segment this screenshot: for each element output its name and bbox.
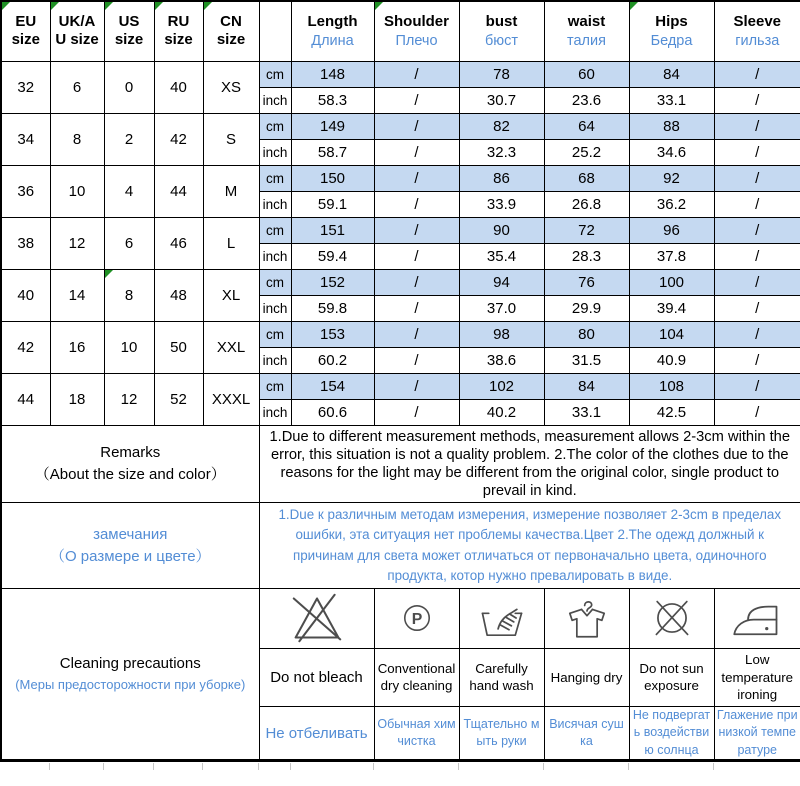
eu-size-cell: 36: [1, 165, 50, 217]
eu-size-cell: 42: [1, 321, 50, 373]
header-label: Hips: [655, 12, 688, 30]
cleaning-en-label: Do not bleach: [259, 648, 374, 706]
table-row-xl-cm: [1, 269, 800, 295]
sleeve-cm-cell: /: [714, 61, 800, 87]
hand-wash-cell: [459, 588, 544, 648]
hanging-dry-cell: [544, 588, 629, 648]
header-label: waist: [567, 12, 606, 30]
unit-label-inch: inch: [259, 191, 291, 217]
remarks-text-ru: 1.Due к различным методам измерения, измерение позволяет 2-3cm в пределах ошибки, эта ситуация нет проблемы качества.Цвет 2.The одежд должный к причинам для света может отличаться от первоначально цвета, одиночного продукта, котор нужно превалировать в виде.: [259, 503, 800, 588]
length-inch-cell: 59.8: [291, 295, 374, 321]
column-header-us-size: [104, 1, 154, 61]
hips-cm-cell: 104: [629, 321, 714, 347]
column-header-unit-blank: [259, 1, 291, 61]
unit-label-inch: inch: [259, 87, 291, 113]
shoulder-cm-cell: /: [374, 269, 459, 295]
header-label: Sleeve: [733, 12, 782, 30]
header-label: Shoulder: [383, 12, 449, 30]
hips-cm-cell: 88: [629, 113, 714, 139]
ru-size-cell: 48: [154, 269, 203, 321]
waist-cm-cell: 84: [544, 373, 629, 399]
ru-size-cell: 40: [154, 61, 203, 113]
column-header-eu-size: [1, 1, 50, 61]
sleeve-inch-cell: /: [714, 139, 800, 165]
unit-label-inch: inch: [259, 139, 291, 165]
header-label: U size: [55, 31, 99, 49]
table-row-s-cm: [1, 113, 800, 139]
length-inch-cell: 60.6: [291, 399, 374, 425]
cleaning-ru-label: Обычная хим чистка: [374, 706, 459, 761]
column-header-ru-size: [154, 1, 203, 61]
waist-inch-cell: 31.5: [544, 347, 629, 373]
ru-size-cell: 50: [154, 321, 203, 373]
hips-cm-cell: 84: [629, 61, 714, 87]
remarks-ru-label-line1: замечания: [93, 525, 168, 543]
length-inch-cell: 59.4: [291, 243, 374, 269]
shoulder-cm-cell: /: [374, 321, 459, 347]
shoulder-inch-cell: /: [374, 139, 459, 165]
uk-size-cell: 10: [50, 165, 104, 217]
eu-size-cell: 40: [1, 269, 50, 321]
remarks-ru-label-line2: （О размере и цвете）: [49, 547, 211, 565]
length-cm-cell: 152: [291, 269, 374, 295]
unit-label-cm: cm: [259, 217, 291, 243]
dry-cleaning-p-icon: [394, 593, 440, 643]
us-size-cell: 6: [104, 217, 154, 269]
header-label: UK/A: [58, 12, 96, 30]
hips-inch-cell: 42.5: [629, 399, 714, 425]
sleeve-inch-cell: /: [714, 295, 800, 321]
unit-label-cm: cm: [259, 373, 291, 399]
waist-cm-cell: 76: [544, 269, 629, 295]
us-size-cell: 0: [104, 61, 154, 113]
header-label: US: [118, 12, 140, 30]
cn-size-cell: XXXL: [203, 373, 259, 425]
hand-wash-icon: [477, 593, 527, 643]
cleaning-ru-label: Глажение при низкой температуре: [714, 706, 800, 761]
ru-size-cell: 42: [154, 113, 203, 165]
unit-label-cm: cm: [259, 165, 291, 191]
iron-low-temp-cell: [714, 588, 800, 648]
hips-inch-cell: 37.8: [629, 243, 714, 269]
shoulder-inch-cell: /: [374, 243, 459, 269]
eu-size-cell: 34: [1, 113, 50, 165]
green-triangle-marker-icon: [630, 2, 638, 10]
column-header-uk-au-size: [50, 1, 104, 61]
waist-inch-cell: 25.2: [544, 139, 629, 165]
bust-inch-cell: 38.6: [459, 347, 544, 373]
do-not-sun-icon: [647, 593, 697, 643]
column-header-waist: [544, 1, 629, 61]
table-row-xxl-cm: [1, 321, 800, 347]
unit-label-cm: cm: [259, 321, 291, 347]
dry-cleaning-cell: [374, 588, 459, 648]
waist-inch-cell: 28.3: [544, 243, 629, 269]
uk-size-cell: 6: [50, 61, 104, 113]
column-header-bust: [459, 1, 544, 61]
shoulder-inch-cell: /: [374, 191, 459, 217]
cleaning-en-label: Low temperature ironing: [714, 648, 800, 706]
length-cm-cell: 153: [291, 321, 374, 347]
bust-inch-cell: 37.0: [459, 295, 544, 321]
waist-cm-cell: 64: [544, 113, 629, 139]
green-triangle-marker-icon: [51, 2, 59, 10]
sleeve-cm-cell: /: [714, 165, 800, 191]
table-row-xxxl-cm: [1, 373, 800, 399]
remarks-ru-row: [1, 503, 800, 588]
uk-size-cell: 12: [50, 217, 104, 269]
header-label: size: [216, 31, 246, 49]
length-cm-cell: 148: [291, 61, 374, 87]
green-triangle-marker-icon: [105, 270, 113, 278]
shoulder-inch-cell: /: [374, 347, 459, 373]
uk-size-cell: 14: [50, 269, 104, 321]
bust-cm-cell: 98: [459, 321, 544, 347]
header-label: CN: [220, 12, 242, 30]
cn-size-cell: XXL: [203, 321, 259, 373]
header-label: EU: [15, 12, 37, 30]
header-label: Length: [307, 12, 358, 30]
cleaning-ru-label: Тщательно мыть руки: [459, 706, 544, 761]
shoulder-inch-cell: /: [374, 87, 459, 113]
hips-cm-cell: 92: [629, 165, 714, 191]
unit-label-inch: inch: [259, 399, 291, 425]
us-size-cell: 10: [104, 321, 154, 373]
cleaning-en-label: Do not sun exposure: [629, 648, 714, 706]
us-size-cell: 2: [104, 113, 154, 165]
shoulder-cm-cell: /: [374, 165, 459, 191]
green-triangle-marker-icon: [105, 2, 113, 10]
cleaning-icons-row: [1, 588, 800, 648]
header-label: bust: [485, 12, 518, 30]
header-label: size: [164, 31, 193, 49]
waist-inch-cell: 23.6: [544, 87, 629, 113]
unit-label-cm: cm: [259, 61, 291, 87]
header-label: RU: [167, 12, 190, 30]
length-cm-cell: 150: [291, 165, 374, 191]
do-not-sun-cell: [629, 588, 714, 648]
bust-inch-cell: 33.9: [459, 191, 544, 217]
header-label-ru: гильза: [735, 32, 780, 49]
waist-cm-cell: 80: [544, 321, 629, 347]
column-header-cn-size: [203, 1, 259, 61]
shoulder-cm-cell: /: [374, 61, 459, 87]
waist-inch-cell: 26.8: [544, 191, 629, 217]
remarks-label: [1, 425, 259, 503]
sleeve-inch-cell: /: [714, 87, 800, 113]
bust-inch-cell: 35.4: [459, 243, 544, 269]
unit-label-cm: cm: [259, 113, 291, 139]
bust-inch-cell: 32.3: [459, 139, 544, 165]
waist-cm-cell: 72: [544, 217, 629, 243]
table-row-l-cm: [1, 217, 800, 243]
remarks-text-en: 1.Due to different measurement methods, measurement allows 2-3cm within the error, this situation is not a quality problem. 2.The color of the clothes due to the reasons for the light may be different from the original color, single product to prevail in kind.: [259, 425, 800, 503]
uk-size-cell: 18: [50, 373, 104, 425]
header-label-ru: талия: [567, 32, 606, 49]
sleeve-cm-cell: /: [714, 217, 800, 243]
iron-low-temp-icon: [731, 594, 783, 642]
length-cm-cell: 154: [291, 373, 374, 399]
shoulder-inch-cell: /: [374, 399, 459, 425]
ru-size-cell: 46: [154, 217, 203, 269]
cleaning-ru-label: Не подвергать воздействию солнца: [629, 706, 714, 761]
header-label-ru: Плечо: [395, 32, 438, 49]
unit-label-cm: cm: [259, 269, 291, 295]
waist-cm-cell: 60: [544, 61, 629, 87]
cleaning-label-line2: (Меры предосторожности при уборке): [15, 677, 246, 693]
cn-size-cell: M: [203, 165, 259, 217]
cn-size-cell: L: [203, 217, 259, 269]
length-cm-cell: 149: [291, 113, 374, 139]
column-header-length: [291, 1, 374, 61]
length-inch-cell: 58.3: [291, 87, 374, 113]
remarks-label-line1: Remarks: [100, 444, 161, 462]
us-size-cell: 4: [104, 165, 154, 217]
shoulder-cm-cell: /: [374, 373, 459, 399]
cropped-next-row-strip: [0, 762, 800, 774]
unit-label-inch: inch: [259, 295, 291, 321]
cleaning-label: [1, 588, 259, 761]
do-not-bleach-icon: [286, 592, 348, 644]
sleeve-inch-cell: /: [714, 399, 800, 425]
bust-cm-cell: 86: [459, 165, 544, 191]
header-label-ru: бюст: [484, 32, 519, 49]
header-label: size: [114, 31, 144, 49]
sleeve-cm-cell: /: [714, 113, 800, 139]
bust-cm-cell: 102: [459, 373, 544, 399]
bust-cm-cell: 94: [459, 269, 544, 295]
table-row-xs-cm: [1, 61, 800, 87]
shoulder-cm-cell: /: [374, 113, 459, 139]
hips-inch-cell: 39.4: [629, 295, 714, 321]
cleaning-en-label: Carefully hand wash: [459, 648, 544, 706]
sleeve-cm-cell: /: [714, 269, 800, 295]
cleaning-en-label: Hanging dry: [544, 648, 629, 706]
length-inch-cell: 60.2: [291, 347, 374, 373]
remarks-label-line2: （About the size and color）: [34, 465, 226, 483]
table-row-m-cm: [1, 165, 800, 191]
column-header-sleeve: [714, 1, 800, 61]
cleaning-en-label: Conventional dry cleaning: [374, 648, 459, 706]
uk-size-cell: 16: [50, 321, 104, 373]
eu-size-cell: 32: [1, 61, 50, 113]
hips-cm-cell: 96: [629, 217, 714, 243]
cleaning-ru-label: Висячая сушка: [544, 706, 629, 761]
hips-inch-cell: 33.1: [629, 87, 714, 113]
unit-label-inch: inch: [259, 347, 291, 373]
header-row: [1, 1, 800, 61]
remarks-label-ru: [1, 503, 259, 588]
cn-size-cell: XS: [203, 61, 259, 113]
uk-size-cell: 8: [50, 113, 104, 165]
bust-inch-cell: 30.7: [459, 87, 544, 113]
bust-cm-cell: 78: [459, 61, 544, 87]
waist-inch-cell: 33.1: [544, 399, 629, 425]
svg-text:P: P: [411, 611, 422, 629]
sleeve-inch-cell: /: [714, 243, 800, 269]
waist-inch-cell: 29.9: [544, 295, 629, 321]
eu-size-cell: 44: [1, 373, 50, 425]
green-triangle-marker-icon: [375, 2, 383, 10]
cleaning-label-line1: Cleaning precautions: [59, 655, 201, 673]
us-size-value: 8: [124, 286, 134, 304]
sleeve-cm-cell: /: [714, 373, 800, 399]
do-not-bleach-cell: [259, 588, 374, 648]
bust-cm-cell: 82: [459, 113, 544, 139]
ru-size-cell: 52: [154, 373, 203, 425]
waist-cm-cell: 68: [544, 165, 629, 191]
header-label-ru: Длина: [311, 32, 354, 49]
us-size-cell: 12: [104, 373, 154, 425]
eu-size-cell: 38: [1, 217, 50, 269]
hips-inch-cell: 40.9: [629, 347, 714, 373]
header-label-ru: Бедра: [650, 32, 693, 49]
hips-inch-cell: 36.2: [629, 191, 714, 217]
bust-inch-cell: 40.2: [459, 399, 544, 425]
column-header-shoulder: [374, 1, 459, 61]
length-inch-cell: 58.7: [291, 139, 374, 165]
sleeve-cm-cell: /: [714, 321, 800, 347]
column-header-hips: [629, 1, 714, 61]
unit-label-inch: inch: [259, 243, 291, 269]
hanging-dry-icon: [562, 593, 612, 643]
sleeve-inch-cell: /: [714, 191, 800, 217]
sleeve-inch-cell: /: [714, 347, 800, 373]
us-size-cell: [104, 269, 154, 321]
hips-cm-cell: 108: [629, 373, 714, 399]
green-triangle-marker-icon: [204, 2, 212, 10]
length-inch-cell: 59.1: [291, 191, 374, 217]
bust-cm-cell: 90: [459, 217, 544, 243]
ru-size-cell: 44: [154, 165, 203, 217]
length-cm-cell: 151: [291, 217, 374, 243]
shoulder-inch-cell: /: [374, 295, 459, 321]
header-label: size: [11, 31, 40, 49]
hips-inch-cell: 34.6: [629, 139, 714, 165]
cn-size-cell: XL: [203, 269, 259, 321]
green-triangle-marker-icon: [2, 2, 10, 10]
shoulder-cm-cell: /: [374, 217, 459, 243]
remarks-en-row: [1, 425, 800, 503]
cn-size-cell: S: [203, 113, 259, 165]
cleaning-ru-label: Не отбеливать: [259, 706, 374, 761]
green-triangle-marker-icon: [155, 2, 163, 10]
hips-cm-cell: 100: [629, 269, 714, 295]
